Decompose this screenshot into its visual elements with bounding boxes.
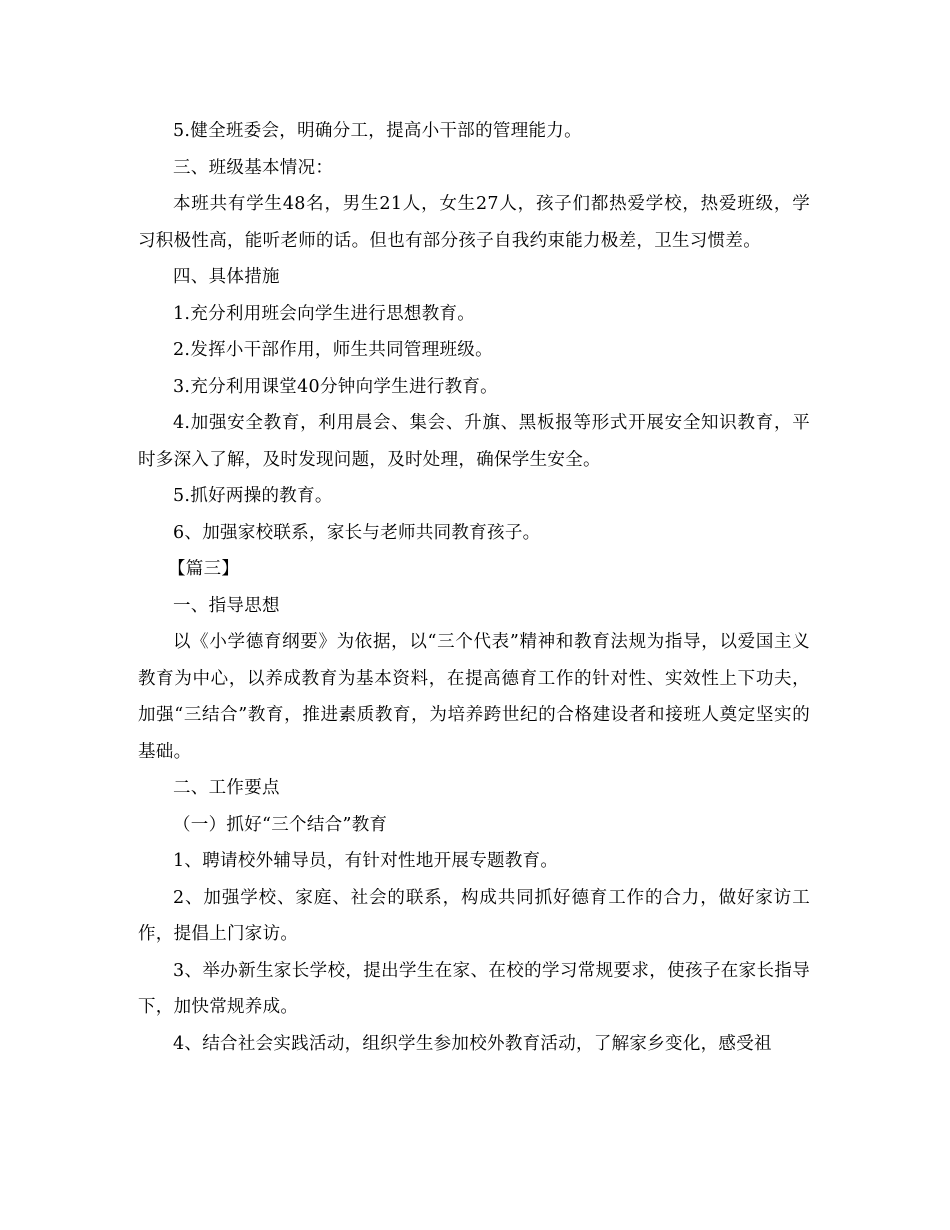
- work-item-1: 1、聘请校外辅导员，有针对性地开展专题教育。: [173, 851, 559, 871]
- section-heading-work-points: 二、工作要点: [173, 778, 280, 798]
- measure-item-5: 5.抓好两操的教育。: [173, 486, 333, 506]
- work-item-2: 2、加强学校、家庭、社会的联系，构成共同抓好德育工作的合力，做好家访工作，提倡上门家访。: [138, 887, 810, 944]
- measure-item-2: 2.发挥小干部作用，师生共同管理班级。: [173, 340, 493, 360]
- part-three-heading: 【篇三】: [168, 559, 240, 579]
- section-heading-measures: 四、具体措施: [173, 267, 280, 287]
- measure-item-3: 3.充分利用课堂40分钟向学生进行教育。: [173, 376, 498, 397]
- section-heading-class-situation: 三、班级基本情况：: [173, 157, 334, 178]
- measure-item-6: 6、加强家校联系，家长与老师共同教育孩子。: [173, 522, 541, 543]
- paragraph-guiding-thought: 以《小学德育纲要》为依据，以“三个代表”精神和教育法规为指导，以爱国主义教育为中心，以养成教育为基本资料，在提高德育工作的针对性、实效性上下功夫，加强“三结合”教育，推进素质教育，为培养跨世纪的合格建设者和接班人奠定坚实的基础。: [138, 632, 810, 762]
- paragraph-item-1: 5.健全班委会，明确分工，提高小干部的管理能力。: [173, 121, 582, 141]
- paragraph-class-situation: 本班共有学生48名，男生21人，女生27人，孩子们都热爱学校，热爱班级，学习积极性高，能听老师的话。但也有部分孩子自我约束能力极差，卫生习惯差。: [138, 194, 810, 251]
- document-body: [138, 113, 810, 1062]
- section-heading-guiding-thought: 一、指导思想: [173, 595, 280, 616]
- subsection-heading-three-combination: （一）抓好“三个结合”教育: [173, 814, 388, 835]
- work-item-3: 3、举办新生家长学校，提出学生在家、在校的学习常规要求，使孩子在家长指导下，加快常规养成。: [138, 960, 810, 1017]
- work-item-4: 4、结合社会实践活动，组织学生参加校外教育活动，了解家乡变化，感受祖: [173, 1033, 772, 1054]
- measure-item-4: 4.加强安全教育，利用晨会、集会、升旗、黑板报等形式开展安全知识教育，平时多深入了解，及时发现问题，及时处理，确保学生安全。: [138, 413, 810, 470]
- measure-item-1: 1.充分利用班会向学生进行思想教育。: [173, 303, 476, 324]
